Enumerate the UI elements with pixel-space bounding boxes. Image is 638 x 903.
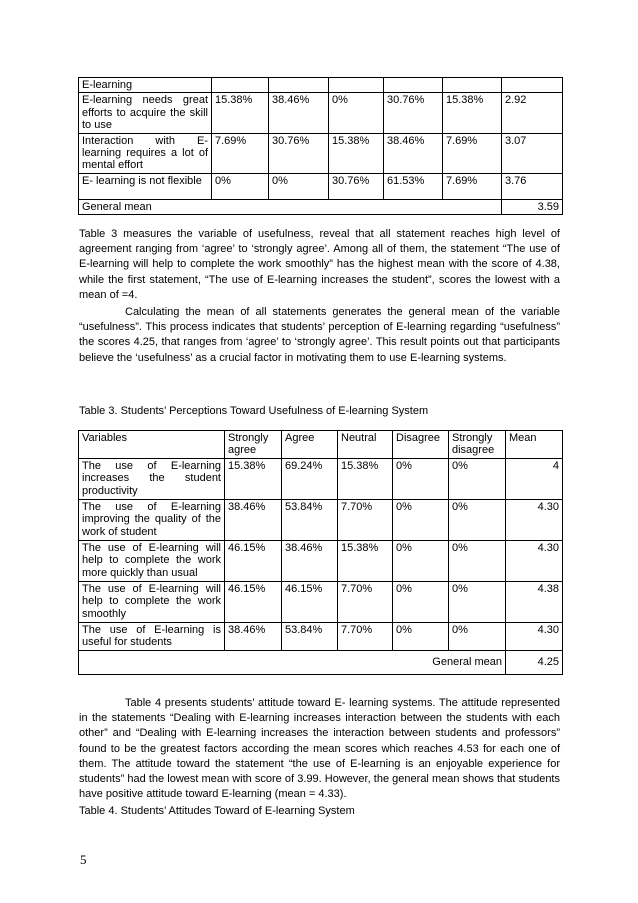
table-cell: 53.84% xyxy=(282,500,338,541)
table-cell: 15.38% xyxy=(329,133,384,173)
table-cell: 0% xyxy=(329,93,384,133)
table-cell: 15.38% xyxy=(338,459,393,500)
table-header-row xyxy=(79,431,563,459)
row-label: The use of E-learning is useful for students xyxy=(79,623,225,651)
table-row xyxy=(79,93,563,133)
header-strongly-disagree: Strongly disagree xyxy=(449,431,506,459)
table-cell: 15.38% xyxy=(338,541,393,582)
row-label: The use of E-learning increases the student productivity xyxy=(79,459,225,500)
table-row xyxy=(79,500,563,541)
table-cell: 38.46% xyxy=(384,133,443,173)
table-cell: 7.70% xyxy=(338,500,393,541)
table-cell: 0% xyxy=(393,582,449,623)
general-mean-label: General mean xyxy=(79,199,502,214)
table-cell: 0% xyxy=(393,500,449,541)
table-cell: 4.30 xyxy=(506,541,563,582)
table-cell: 2.92 xyxy=(502,93,563,133)
header-mean: Mean xyxy=(506,431,563,459)
table-row xyxy=(79,541,563,582)
table-cell: 7.69% xyxy=(212,133,269,173)
table-cell: 0% xyxy=(393,623,449,651)
table-usefulness xyxy=(78,430,563,675)
table-cell: 0% xyxy=(449,541,506,582)
header-variables: Variables xyxy=(79,431,225,459)
table-cell: 4.30 xyxy=(506,623,563,651)
table-row xyxy=(79,623,563,651)
row-label: Interaction with E-learning requires a lot of mental effort xyxy=(79,133,212,173)
page-number: 5 xyxy=(80,852,87,867)
row-label: The use of E-learning will help to complete the work more quickly than usual xyxy=(79,541,225,582)
table-cell: 69.24% xyxy=(282,459,338,500)
header-disagree: Disagree xyxy=(393,431,449,459)
table-cell: 7.69% xyxy=(443,173,502,199)
table-cell: 0% xyxy=(449,582,506,623)
table-cell: 38.46% xyxy=(225,623,282,651)
header-strongly-agree: Strongly agree xyxy=(225,431,282,459)
table-cell: 4 xyxy=(506,459,563,500)
table-cell: 15.38% xyxy=(443,93,502,133)
paragraph-usefulness-2: Calculating the mean of all statements generates the general mean of the variable “usefulness”. This process indicates that students’ perception of E-learning regarding “usefulness” the scores 4.25, that ranges from ‘agree’ to ‘strongly agree’. This result points out that participants believe the ‘usefulness’ as a crucial factor in motivating them to use E-learning systems. xyxy=(79,306,560,364)
paragraph-attitude: Table 4 presents students’ attitude toward E- learning systems. The attitude represented in the statements “Dealing with E-learning increases interaction between the students with each other” and “Dealing with E-learning increases the interaction between students and professors” found to be the greatest factors according the mean scores which reaches 4.53 for each one of them. The attitude toward the statement “the use of E-learning is an enjoyable experience for students” had the lowest mean with score of 3.99. However, the general mean shows that students have positive attitude toward E-learning (mean = 4.33). xyxy=(79,697,560,801)
table-cell: 4.38 xyxy=(506,582,563,623)
table-cell: 30.76% xyxy=(269,133,329,173)
table-cell: 7.70% xyxy=(338,582,393,623)
row-label: The use of E-learning will help to complete the work smoothly xyxy=(79,582,225,623)
table-cell: 0% xyxy=(269,173,329,199)
table-cell: 38.46% xyxy=(225,500,282,541)
table-cell: 46.15% xyxy=(225,541,282,582)
table-cell: 61.53% xyxy=(384,173,443,199)
table-cell: 38.46% xyxy=(269,93,329,133)
table-cell: 15.38% xyxy=(212,93,269,133)
table-cell: 38.46% xyxy=(282,541,338,582)
general-mean-label: General mean xyxy=(79,650,506,674)
row-label: The use of E-learning improving the quality of the work of student xyxy=(79,500,225,541)
table-cell: 53.84% xyxy=(282,623,338,651)
table-cell: 30.76% xyxy=(384,93,443,133)
table4-caption: Table 4. Students’ Attitudes Toward of E-learning System xyxy=(79,805,355,817)
table-cell: 3.07 xyxy=(502,133,563,173)
table-cell: 30.76% xyxy=(329,173,384,199)
table-row xyxy=(79,459,563,500)
table-cell: 46.15% xyxy=(282,582,338,623)
general-mean-value: 3.59 xyxy=(502,199,563,214)
row-label: E- learning is not flexible xyxy=(79,173,212,199)
table-row xyxy=(79,582,563,623)
table-row xyxy=(79,133,563,173)
table-cell: 0% xyxy=(393,459,449,500)
table-cell: 0% xyxy=(393,541,449,582)
table-row-general-mean xyxy=(79,650,563,674)
general-mean-value: 4.25 xyxy=(506,650,563,674)
header-neutral: Neutral xyxy=(338,431,393,459)
table-row xyxy=(79,173,563,199)
table-cell: 46.15% xyxy=(225,582,282,623)
table-cell: 0% xyxy=(449,623,506,651)
table-cell: 7.69% xyxy=(443,133,502,173)
row-label: E-learning needs great efforts to acquire the skill to use xyxy=(79,93,212,133)
table-cell: 7.70% xyxy=(338,623,393,651)
table-cell: 15.38% xyxy=(225,459,282,500)
table-cell: 3.76 xyxy=(502,173,563,199)
table-cell: 0% xyxy=(449,459,506,500)
table-row xyxy=(79,78,563,93)
table-cell: 4.30 xyxy=(506,500,563,541)
row-label: E-learning xyxy=(79,78,212,93)
table-row-general-mean xyxy=(79,199,563,214)
table-attitude-continued xyxy=(78,77,563,215)
table-cell: 0% xyxy=(449,500,506,541)
header-agree: Agree xyxy=(282,431,338,459)
paragraph-usefulness-1: Table 3 measures the variable of usefulness, reveal that all statement reaches high level of agreement ranging from ‘agree’ to ‘strongly agree’. Among all of them, the statement “The use of E-learning will help to complete the work smoothly” has the highest mean with the score of 4.38, while the first statement, “The use of E-learning increases the student”, scores the lowest with a mean of =4. xyxy=(79,228,560,301)
table3-caption: Table 3. Students’ Perceptions Toward Usefulness of E-learning System xyxy=(79,405,429,417)
table-cell: 0% xyxy=(212,173,269,199)
